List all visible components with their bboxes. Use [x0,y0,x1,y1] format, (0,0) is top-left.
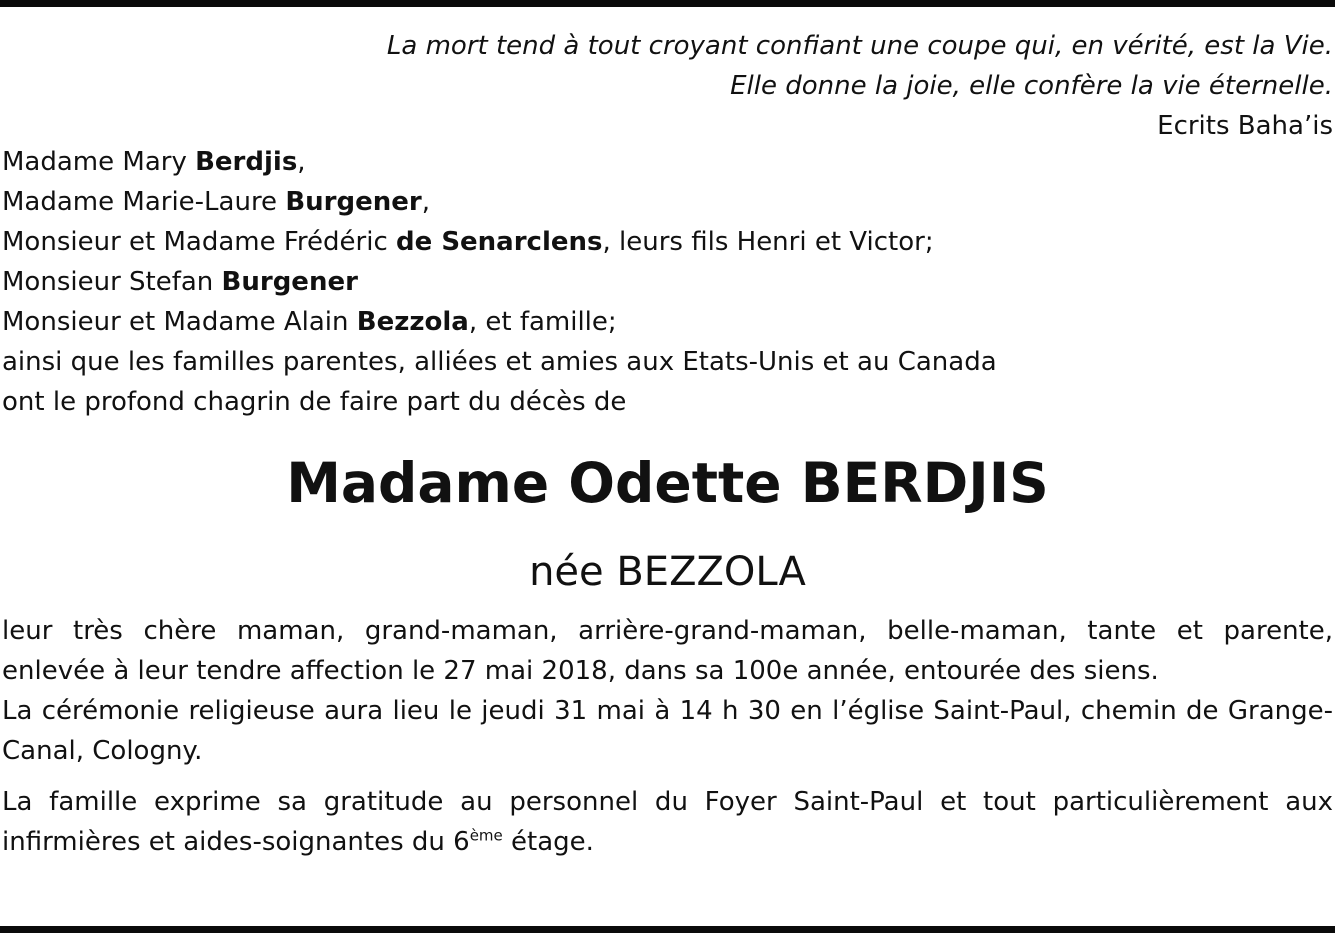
family-line: ont le profond chagrin de faire part du décès de [2,387,627,417]
family-surname: Burgener [221,267,358,297]
top-rule [0,0,1335,7]
bottom-rule [0,926,1335,933]
body-paragraph: La cérémonie religieuse aura lieu le jeudi 31 mai à 14 h 30 en l’église Saint-Paul, chemin de Grange-Canal, Cologny. [2,696,1333,766]
deceased-maiden-name: née BEZZOLA [529,549,806,595]
announcement-body [2,611,1333,862]
family-line: Monsieur et Madame Frédéric de Senarclens, leurs fils Henri et Victor; [2,227,934,257]
body-paragraph: La famille exprime sa gratitude au personnel du Foyer Saint-Paul et tout particulièrement aux infirmières et aides-soignantes du 6ème étage. [2,787,1333,857]
family-surname: de Senarclens [396,227,603,257]
deceased-name: Madame Odette BERDJIS [286,451,1049,515]
family-line: ainsi que les familles parentes, alliées et amies aux Etats-Unis et au Canada [2,347,997,377]
quote-line-2: Elle donne la joie, elle confère la vie éternelle. [730,71,1333,101]
family-line: Madame Mary Berdjis, [2,147,306,177]
family-line: Madame Marie-Laure Burgener, [2,187,430,217]
ordinal-superscript: ème [469,826,503,845]
family-line: Monsieur Stefan Burgener [2,267,358,297]
quote-source: Ecrits Baha’is [1157,111,1333,141]
quote-line-1: La mort tend à tout croyant confiant une coupe qui, en vérité, est la Vie. [386,31,1333,61]
family-list [2,142,997,422]
family-line: Monsieur et Madame Alain Bezzola, et famille; [2,307,617,337]
family-surname: Bezzola [356,307,469,337]
family-surname: Burgener [285,187,422,217]
epigraph-quote [387,26,1333,146]
body-paragraph: leur très chère maman, grand-maman, arrière-grand-maman, belle-maman, tante et parente, enlevée à leur tendre affection le 27 mai 2018, dans sa 100e année, entourée des siens. [2,616,1333,686]
family-surname: Berdjis [195,147,298,177]
